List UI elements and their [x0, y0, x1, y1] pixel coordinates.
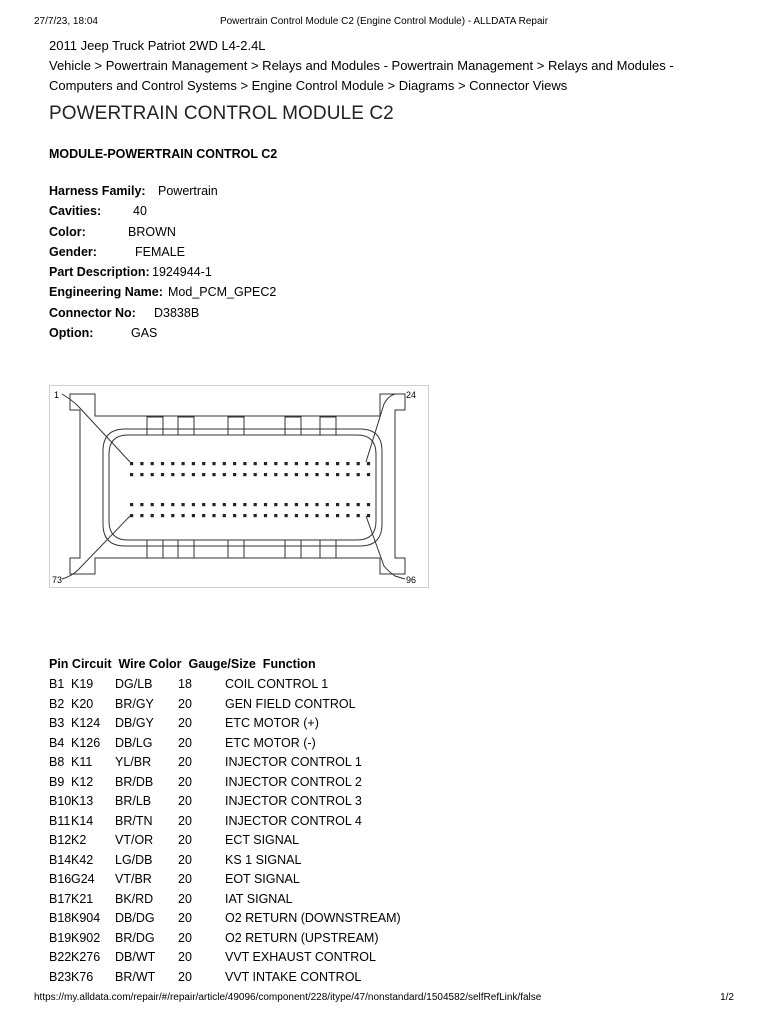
- pin-cavity: [326, 473, 329, 476]
- pin-cavity: [254, 462, 257, 465]
- pin-cavity: [274, 514, 277, 517]
- pin-cavity: [223, 473, 226, 476]
- cell-function: INJECTOR CONTROL 2: [225, 774, 362, 789]
- cell-function: ETC MOTOR (+): [225, 716, 319, 730]
- latch-top-3: [228, 417, 244, 435]
- pin-cavity: [367, 503, 370, 506]
- pin-cavity: [357, 503, 360, 506]
- cell-color: DB/GY: [115, 716, 154, 730]
- table-row: [49, 755, 469, 775]
- cell-pin: B11: [49, 813, 71, 828]
- latch-top-4: [285, 417, 301, 435]
- attr-cavities: [49, 204, 276, 224]
- leader-pin-96: [366, 516, 405, 579]
- latch-bottom-1: [147, 540, 163, 558]
- pin-cavity: [182, 503, 185, 506]
- pin-cavity: [130, 462, 133, 465]
- cell-pin: B9: [49, 774, 65, 789]
- pin-cavity: [140, 462, 143, 465]
- pin-cavity: [151, 503, 154, 506]
- leader-pin-24: [366, 394, 405, 462]
- latch-top-5: [320, 417, 336, 435]
- cell-gauge: 20: [178, 735, 192, 750]
- cell-gauge: 20: [178, 891, 192, 906]
- pin-cavity: [192, 514, 195, 517]
- connector-diagram: [49, 385, 429, 588]
- pin-cavity: [161, 462, 164, 465]
- latch-bottom-5: [320, 540, 336, 558]
- attr-label: Cavities:: [49, 204, 102, 219]
- pin-cavity: [140, 473, 143, 476]
- cell-color: DB/WT: [115, 950, 156, 964]
- pin-cavity: [285, 503, 288, 506]
- pin-cavity: [367, 473, 370, 476]
- pin-cavity: [161, 473, 164, 476]
- leader-pin-73: [62, 516, 130, 579]
- vehicle-label: 2011 Jeep Truck Patriot 2WD L4-2.4L: [49, 38, 266, 53]
- cell-circuit: G24: [71, 872, 95, 886]
- cell-pin: B12: [49, 833, 72, 847]
- cell-circuit: K21: [71, 891, 94, 906]
- attr-gender: [49, 245, 276, 265]
- table-row: [49, 950, 469, 970]
- pin-cavity: [274, 503, 277, 506]
- pin-cavity: [182, 462, 185, 465]
- cell-gauge: 20: [178, 872, 192, 886]
- pin-cavity: [336, 503, 339, 506]
- pin-cavity: [212, 462, 215, 465]
- cell-gauge: 20: [178, 969, 192, 984]
- attr-label: Part Description:: [49, 265, 150, 280]
- leader-pin-1: [62, 394, 130, 462]
- table-row: [49, 794, 469, 814]
- pin-cavity: [140, 503, 143, 506]
- pin-cavity: [161, 514, 164, 517]
- pin-cavity: [305, 462, 308, 465]
- pin-cavity: [254, 503, 257, 506]
- cell-color: LG/DB: [115, 852, 153, 867]
- pin-cavity: [243, 473, 246, 476]
- pin-cavity: [130, 503, 133, 506]
- cell-gauge: 20: [178, 755, 192, 769]
- print-datetime: 27/7/23, 18:04: [34, 16, 98, 27]
- cell-pin: B22: [49, 950, 72, 964]
- pin-cavity: [367, 462, 370, 465]
- cell-color: DB/DG: [115, 911, 155, 925]
- table-row: [49, 853, 469, 873]
- connector-subtitle: MODULE-POWERTRAIN CONTROL C2: [49, 147, 278, 161]
- attr-connector-no: [49, 306, 276, 326]
- table-row: [49, 736, 469, 756]
- attr-label: Option:: [49, 326, 94, 341]
- pin-cavity: [326, 462, 329, 465]
- cell-color: BR/DB: [115, 774, 154, 789]
- pin-cavity: [223, 462, 226, 465]
- pin-cavity: [315, 503, 318, 506]
- cell-color: YL/BR: [115, 755, 152, 769]
- pin-cavity: [295, 503, 298, 506]
- pin-cavity: [264, 503, 267, 506]
- pin-cavity: [171, 503, 174, 506]
- cell-pin: B10: [49, 794, 72, 808]
- pin-cavity: [285, 462, 288, 465]
- table-row: [49, 872, 469, 892]
- cell-pin: B23: [49, 969, 72, 984]
- pin-cavity: [151, 462, 154, 465]
- pin-cavity: [223, 514, 226, 517]
- pin-cavity: [202, 473, 205, 476]
- cell-function: INJECTOR CONTROL 3: [225, 794, 362, 808]
- cell-gauge: 20: [178, 716, 192, 730]
- attr-engineering-name: [49, 285, 276, 305]
- pin-cavity: [192, 462, 195, 465]
- pin-cavity: [171, 473, 174, 476]
- pin-cavity: [357, 514, 360, 517]
- pin-cavity: [182, 473, 185, 476]
- pin-cavity: [305, 514, 308, 517]
- pin-cavity: [336, 462, 339, 465]
- attr-value: Powertrain: [158, 184, 218, 198]
- attr-value: Mod_PCM_GPEC2: [168, 285, 277, 300]
- attr-value: GAS: [131, 326, 158, 341]
- attr-value: 40: [133, 204, 147, 219]
- cell-gauge: 20: [178, 813, 192, 828]
- pin-cavity: [130, 514, 133, 517]
- pin-cavity: [192, 503, 195, 506]
- cell-pin: B19: [49, 930, 72, 945]
- table-row: [49, 970, 469, 990]
- cell-function: KS 1 SIGNAL: [225, 852, 302, 867]
- pin-cavity: [264, 473, 267, 476]
- cell-pin: B8: [49, 755, 65, 769]
- pin-cavity: [326, 514, 329, 517]
- pin-cavity: [315, 473, 318, 476]
- pin-cavity: [305, 503, 308, 506]
- cell-circuit: K904: [71, 911, 101, 925]
- attr-label: Gender:: [49, 244, 97, 259]
- cell-circuit: K2: [71, 833, 87, 847]
- pin-cavity: [243, 503, 246, 506]
- pin-cavity: [192, 473, 195, 476]
- breadcrumb: [49, 36, 739, 96]
- cell-gauge: 18: [178, 677, 192, 691]
- attr-label: Color:: [49, 224, 86, 239]
- cell-color: BR/WT: [115, 969, 156, 984]
- pin-cavity: [130, 473, 133, 476]
- cell-pin: B16: [49, 872, 72, 886]
- pin-cavity: [202, 503, 205, 506]
- connector-housing-inner: [109, 435, 376, 540]
- cell-circuit: K12: [71, 774, 94, 789]
- pin-cavity: [171, 462, 174, 465]
- cell-color: BR/DG: [115, 930, 155, 945]
- print-header: [34, 16, 734, 30]
- attr-value: 1924944-1: [152, 265, 212, 280]
- pin-cavity: [151, 473, 154, 476]
- cell-circuit: K124: [71, 716, 101, 730]
- cell-gauge: 20: [178, 794, 192, 808]
- cell-function: INJECTOR CONTROL 1: [225, 755, 362, 769]
- pin-cavity: [367, 514, 370, 517]
- page-title: POWERTRAIN CONTROL MODULE C2: [49, 103, 394, 124]
- latch-bottom-4: [285, 540, 301, 558]
- connector-attributes: [49, 184, 276, 346]
- pin-cavity: [264, 514, 267, 517]
- connector-housing-outer: [103, 429, 382, 546]
- cell-color: BR/TN: [115, 813, 153, 828]
- cell-gauge: 20: [178, 950, 192, 964]
- cell-circuit: K19: [71, 677, 94, 691]
- pin-cavity: [295, 473, 298, 476]
- table-row: [49, 775, 469, 795]
- pin-table: [49, 657, 469, 989]
- attr-value: D3838B: [154, 305, 200, 320]
- cell-function: ETC MOTOR (-): [225, 735, 316, 750]
- table-row: [49, 911, 469, 931]
- cell-color: BK/RD: [115, 891, 154, 906]
- cell-function: ECT SIGNAL: [225, 833, 300, 847]
- cell-function: GEN FIELD CONTROL: [225, 696, 356, 711]
- table-row: [49, 814, 469, 834]
- cell-gauge: 20: [178, 911, 192, 925]
- cell-gauge: 20: [178, 833, 192, 847]
- pin-cavity: [161, 503, 164, 506]
- pin-cavity: [254, 514, 257, 517]
- pin-cavity: [285, 514, 288, 517]
- label-pin-73: 73: [52, 575, 63, 585]
- attr-color: [49, 225, 276, 245]
- cell-gauge: 20: [178, 696, 192, 711]
- cell-color: VT/OR: [115, 833, 154, 847]
- latch-bottom-2: [178, 540, 194, 558]
- attr-part-description: [49, 265, 276, 285]
- cell-circuit: K902: [71, 930, 101, 945]
- cell-function: IAT SIGNAL: [225, 891, 293, 906]
- pin-cavity: [212, 473, 215, 476]
- pin-cavity: [202, 462, 205, 465]
- connector-outer-frame: [70, 394, 405, 574]
- cell-color: BR/LB: [115, 794, 152, 808]
- cell-pin: B1: [49, 677, 65, 691]
- attr-harness-family: [49, 184, 276, 204]
- pin-cavity: [285, 473, 288, 476]
- cell-pin: B3: [49, 716, 65, 730]
- pin-cavity: [315, 462, 318, 465]
- pin-cavity: [212, 514, 215, 517]
- cell-circuit: K14: [71, 813, 94, 828]
- pin-cavity: [295, 462, 298, 465]
- cell-circuit: K276: [71, 950, 101, 964]
- pin-cavity: [254, 473, 257, 476]
- cell-function: VVT INTAKE CONTROL: [225, 969, 362, 984]
- table-row: [49, 833, 469, 853]
- cell-circuit: K11: [71, 755, 93, 769]
- cell-circuit: K13: [71, 794, 94, 808]
- pin-cavity: [223, 503, 226, 506]
- attr-value: FEMALE: [135, 244, 186, 259]
- pin-cavity: [336, 473, 339, 476]
- latch-top-2: [178, 417, 194, 435]
- pin-cavity: [336, 514, 339, 517]
- attr-label: Harness Family:: [49, 184, 146, 198]
- cell-color: VT/BR: [115, 872, 152, 886]
- pin-cavity: [295, 514, 298, 517]
- cell-color: DG/LB: [115, 677, 153, 691]
- pin-cavity: [274, 462, 277, 465]
- pin-cavity: [346, 503, 349, 506]
- table-row: [49, 716, 469, 736]
- attr-label: Engineering Name:: [49, 285, 163, 300]
- print-footer-url[interactable]: https://my.alldata.com/repair/#/repair/article/49096/component/228/itype/47/nonstandard/1504582/selfRefLink/false: [34, 992, 542, 1003]
- cell-gauge: 20: [178, 774, 192, 789]
- cell-pin: B14: [49, 852, 72, 867]
- cell-pin: B4: [49, 735, 65, 750]
- pin-cavity: [274, 473, 277, 476]
- pin-cavity: [264, 462, 267, 465]
- cell-function: O2 RETURN (UPSTREAM): [225, 930, 379, 945]
- cell-function: VVT EXHAUST CONTROL: [225, 950, 376, 964]
- cell-function: O2 RETURN (DOWNSTREAM): [225, 911, 401, 925]
- pin-cavity: [357, 462, 360, 465]
- cell-circuit: K42: [71, 852, 94, 867]
- pin-cavity: [346, 462, 349, 465]
- pin-cavity: [171, 514, 174, 517]
- table-row: [49, 677, 469, 697]
- cell-function: INJECTOR CONTROL 4: [225, 813, 362, 828]
- cell-pin: B17: [49, 891, 72, 906]
- breadcrumb-path[interactable]: Vehicle > Powertrain Management > Relays and Modules - Powertrain Management > Relays and Modules - Computers and Control Systems > Engine Control Module > Diagrams > Connector Views: [49, 58, 674, 93]
- pin-table-rows: [49, 677, 469, 989]
- table-row: [49, 697, 469, 717]
- table-row: [49, 892, 469, 912]
- label-pin-1: 1: [54, 390, 60, 400]
- connector-face-drawing: [50, 386, 428, 587]
- pin-cavity: [202, 514, 205, 517]
- pin-cavity: [233, 462, 236, 465]
- cell-function: EOT SIGNAL: [225, 872, 300, 886]
- pin-cavity: [233, 514, 236, 517]
- pin-cavity: [305, 473, 308, 476]
- cell-color: BR/GY: [115, 696, 154, 711]
- pin-cavity: [243, 514, 246, 517]
- pin-table-header: Pin Circuit Wire Color Gauge/Size Function: [49, 657, 316, 671]
- pin-cavity: [346, 514, 349, 517]
- pin-cavity: [233, 473, 236, 476]
- pin-cavity: [233, 503, 236, 506]
- label-pin-24: 24: [406, 390, 417, 400]
- cell-function: COIL CONTROL 1: [225, 677, 329, 691]
- attr-label: Connector No:: [49, 305, 136, 320]
- page-number: 1/2: [720, 992, 734, 1003]
- cell-circuit: K20: [71, 696, 94, 711]
- table-row: [49, 931, 469, 951]
- pin-cavity: [326, 503, 329, 506]
- latch-bottom-3: [228, 540, 244, 558]
- pin-cavity: [182, 514, 185, 517]
- pin-cavity: [140, 514, 143, 517]
- cell-pin: B2: [49, 696, 65, 711]
- pin-cavity: [315, 514, 318, 517]
- cell-gauge: 20: [178, 930, 192, 945]
- pin-cavity: [357, 473, 360, 476]
- pin-cavity: [212, 503, 215, 506]
- pin-grid: [130, 462, 370, 517]
- cell-circuit: K126: [71, 735, 101, 750]
- attr-value: BROWN: [128, 224, 176, 239]
- attr-option: [49, 326, 276, 346]
- cell-color: DB/LG: [115, 735, 153, 750]
- print-page-title: Powertrain Control Module C2 (Engine Control Module) - ALLDATA Repair: [219, 16, 549, 27]
- latch-top-1: [147, 417, 163, 435]
- pin-cavity: [346, 473, 349, 476]
- pin-cavity: [243, 462, 246, 465]
- pin-cavity: [151, 514, 154, 517]
- cell-circuit: K76: [71, 969, 94, 984]
- cell-pin: B18: [49, 911, 72, 925]
- cell-gauge: 20: [178, 852, 192, 867]
- label-pin-96: 96: [406, 575, 417, 585]
